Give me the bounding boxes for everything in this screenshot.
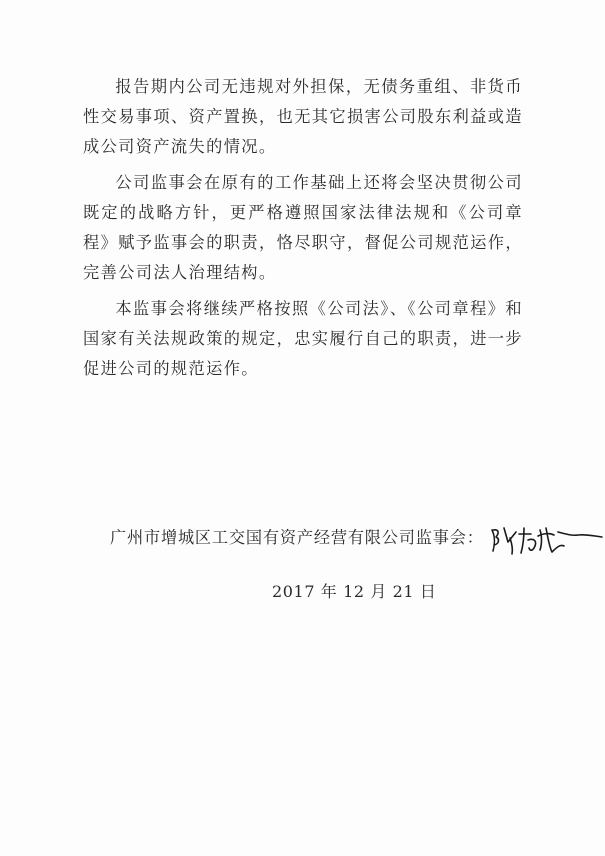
paragraph-future-work: 公司监事会在原有的工作基础上还将会坚决贯彻公司既定的战略方针，更严格遵照国家法律法规和《公司章程》赋予监事会的职责，恪尽职守，督促公司规范运作，完善公司法人治理结构。 [83,173,523,282]
document-body [83,72,523,390]
signature-block [110,520,605,552]
organization-label: 广州市增城区工交国有资产经营有限公司监事会： [110,528,484,547]
document-date: 2017 年 12 月 21 日 [272,582,437,601]
handwritten-signature [486,518,605,558]
paragraph-guarantee: 报告期内公司无违规对外担保，无债务重组、非货币性交易事项、资产置换，也无其它损害公司股东利益或造成公司资产流失的情况。 [83,77,523,156]
paragraph-compliance: 本监事会将继续严格按照《公司法》、《公司章程》和国家有关法规政策的规定，忠实履行自己的职责，进一步促进公司的规范运作。 [83,299,523,378]
